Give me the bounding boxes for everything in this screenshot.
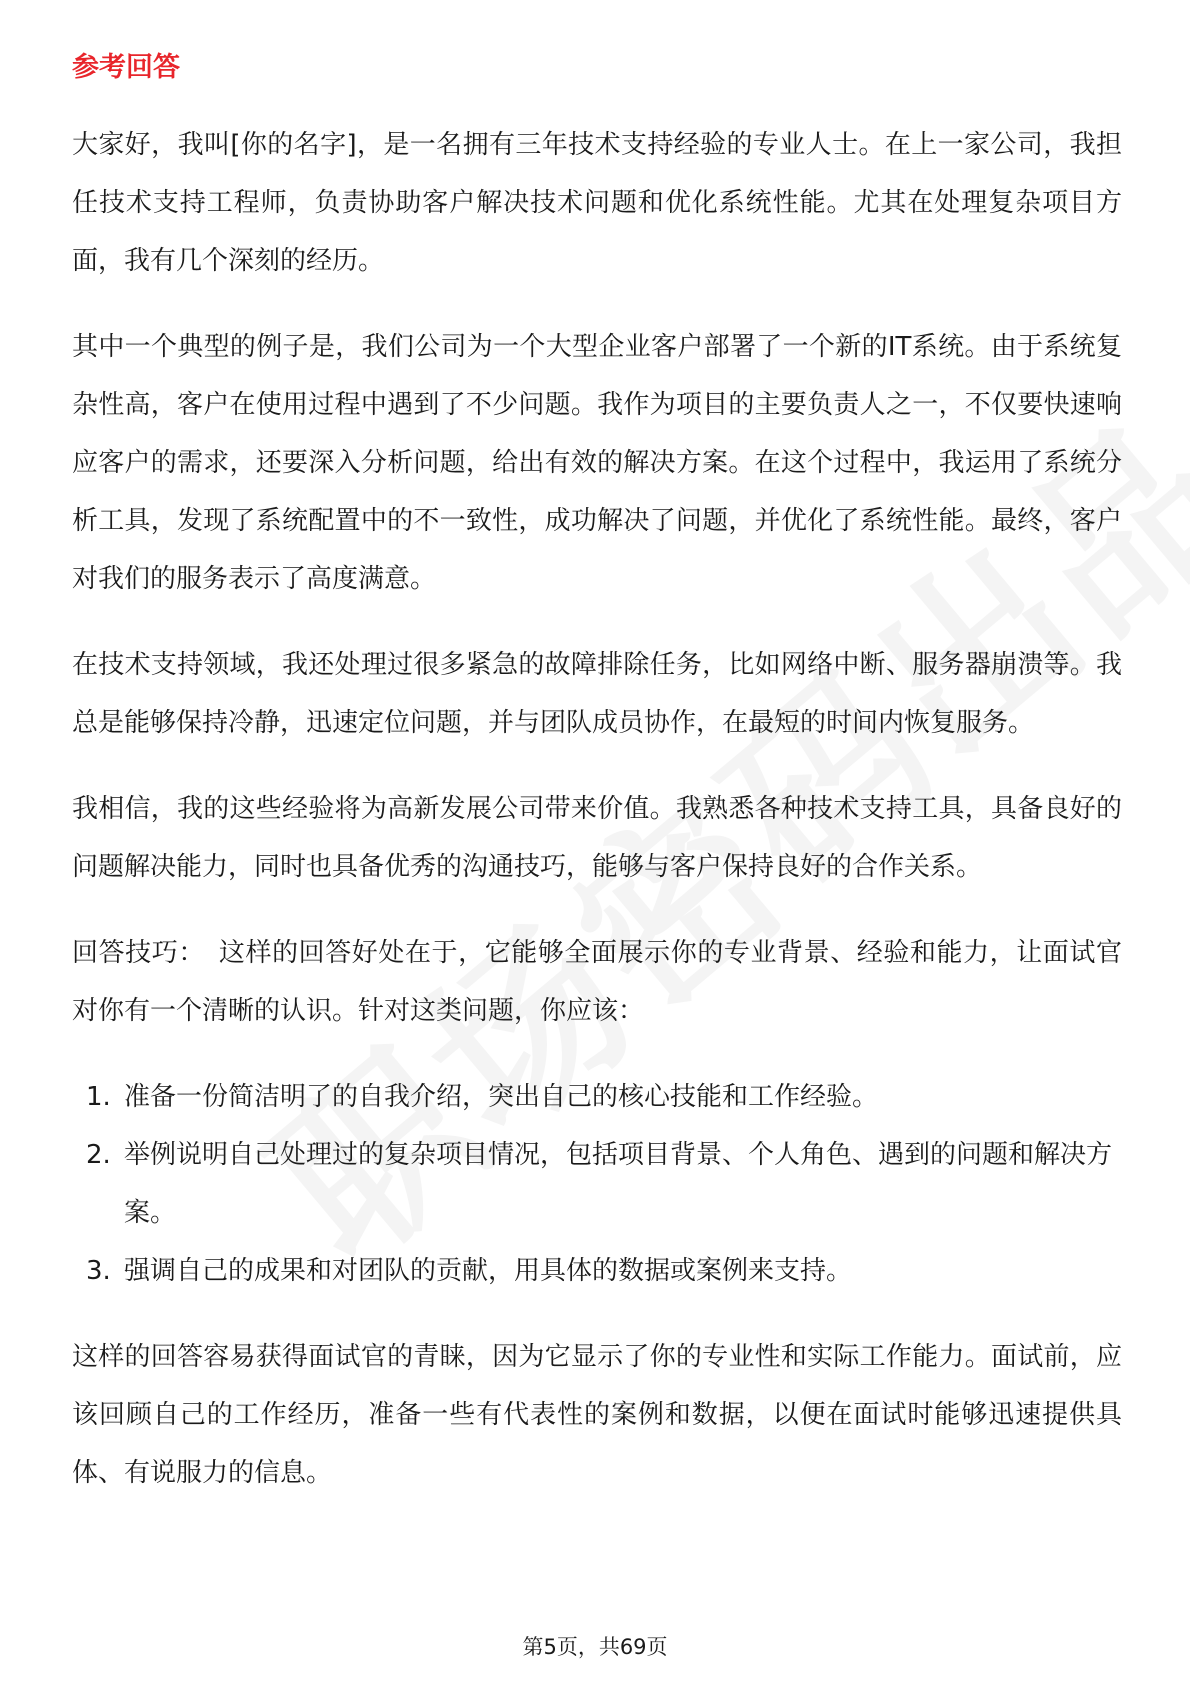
list-item-number: 1. [86, 1082, 111, 1112]
tips-paragraph [72, 924, 1122, 1040]
page-footer: 第5页，共69页 [522, 1635, 668, 1659]
page-content [72, 48, 1122, 1530]
section-heading: 参考回答 [72, 52, 180, 83]
tips-steps-list [72, 1068, 1122, 1300]
tips-label: 回答技巧： [72, 938, 205, 968]
list-item [72, 1126, 1122, 1242]
list-item-text: 准备一份简洁明了的自我介绍，突出自己的核心技能和工作经验。 [124, 1082, 879, 1112]
example-paragraph: 其中一个典型的例子是，我们公司为一个大型企业客户部署了一个新的IT系统。由于系统复杂性高，客户在使用过程中遇到了不少问题。我作为项目的主要负责人之一，不仅要快速响应客户的需求，还要深入分析问题，给出有效的解决方案。在这个过程中，我运用了系统分析工具，发现了系统配置中的不一致性，成功解决了问题，并优化了系统性能。最终，客户对我们的服务表示了高度满意。 [72, 332, 1122, 594]
list-item-text: 举例说明自己处理过的复杂项目情况，包括项目背景、个人角色、遇到的问题和解决方案。 [124, 1140, 1113, 1228]
list-item-text: 强调自己的成果和对团队的贡献，用具体的数据或案例来支持。 [124, 1256, 853, 1286]
closing-paragraph: 这样的回答容易获得面试官的青睐，因为它显示了你的专业性和实际工作能力。面试前，应该回顾自己的工作经历，准备一些有代表性的案例和数据，以便在面试时能够迅速提供具体、有说服力的信息。 [72, 1342, 1122, 1488]
intro-paragraph: 大家好，我叫[你的名字]，是一名拥有三年技术支持经验的专业人士。在上一家公司，我担任技术支持工程师，负责协助客户解决技术问题和优化系统性能。尤其在处理复杂项目方面，我有几个深刻的经历。 [72, 130, 1122, 276]
list-item [72, 1068, 1122, 1126]
emergency-paragraph: 在技术支持领域，我还处理过很多紧急的故障排除任务，比如网络中断、服务器崩溃等。我总是能够保持冷静，迅速定位问题，并与团队成员协作，在最短的时间内恢复服务。 [72, 650, 1122, 738]
value-paragraph: 我相信，我的这些经验将为高新发展公司带来价值。我熟悉各种技术支持工具，具备良好的问题解决能力，同时也具备优秀的沟通技巧，能够与客户保持良好的合作关系。 [72, 794, 1122, 882]
list-item-number: 3. [86, 1256, 111, 1286]
list-item-number: 2. [86, 1140, 111, 1170]
tips-text: 这样的回答好处在于，它能够全面展示你的专业背景、经验和能力，让面试官对你有一个清晰的认识。针对这类问题，你应该： [72, 938, 1122, 1026]
list-item [72, 1242, 1122, 1300]
